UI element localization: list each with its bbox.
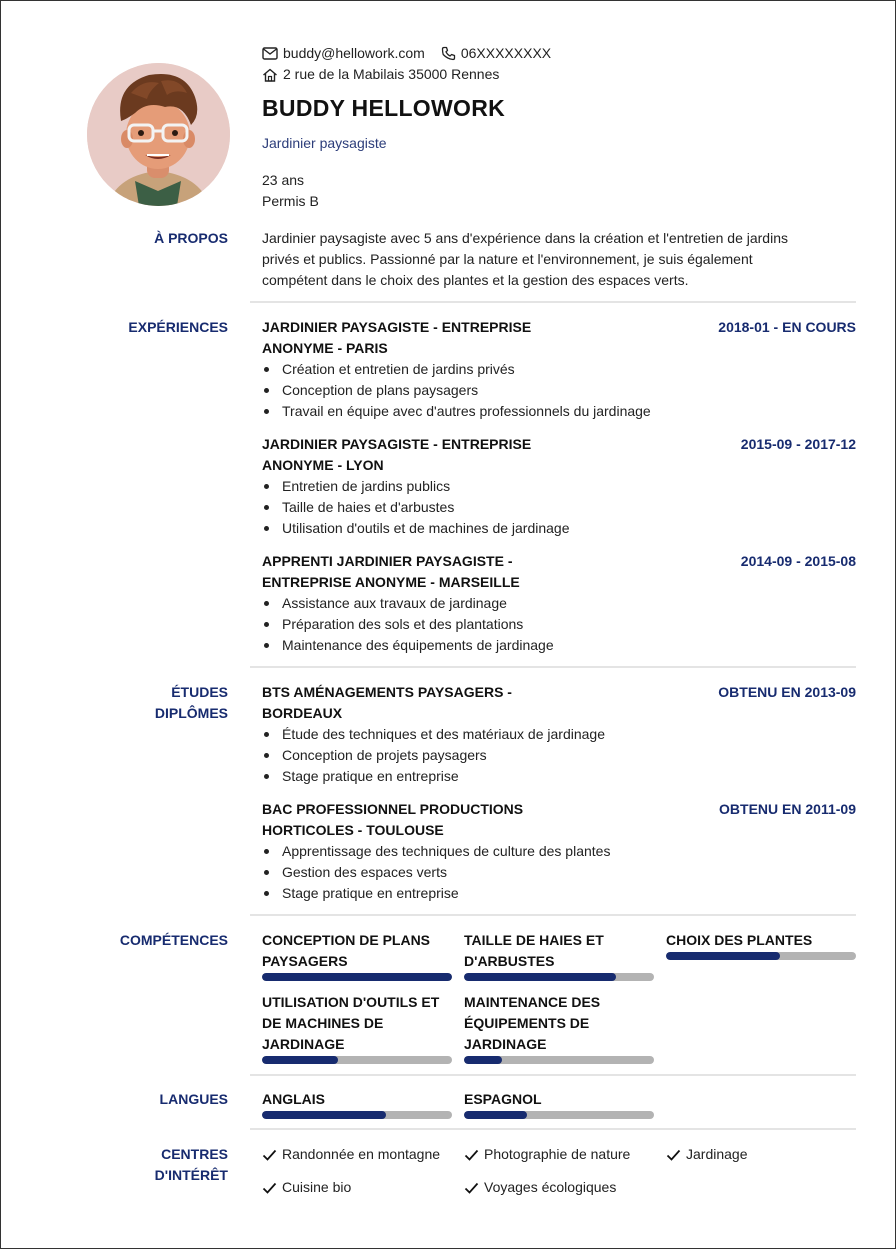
section-label-line: D'INTÉRÊT	[154, 1167, 228, 1183]
entry-title-line: HORTICOLES - TOULOUSE	[262, 822, 444, 838]
skill-item	[262, 992, 452, 1064]
interest-item	[464, 1144, 630, 1165]
entry-title-line: ANONYME - LYON	[262, 457, 384, 473]
bullet-item: Préparation des sols et des plantations	[262, 614, 856, 635]
entry-title-line: APPRENTI JARDINIER PAYSAGISTE -	[262, 553, 513, 569]
contact-row-2	[262, 64, 515, 85]
entry-bullets	[262, 476, 856, 539]
skill-level-fill	[262, 973, 452, 981]
skill-level-bar	[262, 1056, 452, 1064]
bullet-item: Stage pratique en entreprise	[262, 766, 856, 787]
skill-name-line: JARDINAGE	[464, 1036, 547, 1052]
skill-level-fill	[666, 952, 780, 960]
section-label-interests	[155, 1144, 228, 1186]
avatar-illustration	[87, 63, 230, 206]
skill-level-fill	[262, 1056, 338, 1064]
email-text[interactable]: buddy@hellowork.com	[283, 45, 425, 61]
experience-entry	[262, 434, 856, 539]
interest-item	[262, 1177, 351, 1198]
section-divider	[250, 666, 856, 668]
bullet-item: Maintenance des équipements de jardinage	[262, 635, 856, 656]
check-icon	[262, 1182, 277, 1194]
about-text	[262, 228, 842, 291]
section-label-skills: COMPÉTENCES	[119, 932, 228, 948]
skill-level-fill	[464, 973, 616, 981]
skill-name-line: CHOIX DES PLANTES	[666, 932, 813, 948]
bullet-item: Gestion des espaces verts	[262, 862, 856, 883]
bullet-item: Conception de plans paysagers	[262, 380, 856, 401]
skill-level-bar	[464, 973, 654, 981]
check-icon	[262, 1149, 277, 1161]
entry-title	[262, 682, 562, 724]
bullet-item: Stage pratique en entreprise	[262, 883, 856, 904]
bullet-item: Taille de haies et d'arbustes	[262, 497, 856, 518]
language-level-fill	[262, 1111, 386, 1119]
home-icon	[262, 68, 278, 82]
skill-name-line: PAYSAGERS	[262, 953, 348, 969]
section-label-line: DIPLÔMES	[154, 705, 228, 721]
skill-level-bar	[464, 1056, 654, 1064]
address-item	[262, 64, 499, 85]
entry-bullets	[262, 841, 856, 904]
section-label-about: À PROPOS	[154, 230, 228, 246]
envelope-icon	[262, 47, 278, 60]
entry-bullets	[262, 724, 856, 787]
entry-title	[262, 551, 562, 593]
check-icon	[464, 1149, 479, 1161]
avatar	[87, 63, 230, 206]
entry-title-line: BTS AMÉNAGEMENTS PAYSAGERS -	[262, 684, 512, 700]
about-line: privés et publics. Passionné par la nature et l'environnement, je suis également	[262, 251, 753, 267]
skill-name	[262, 992, 452, 1055]
language-name: ESPAGNOL	[464, 1091, 542, 1107]
skill-item	[666, 930, 856, 960]
language-level-bar	[262, 1111, 452, 1119]
entry-bullets	[262, 593, 856, 656]
skill-item	[464, 930, 654, 981]
interest-label: Photographie de nature	[484, 1146, 631, 1162]
skill-item	[464, 992, 654, 1064]
interest-label: Voyages écologiques	[484, 1179, 617, 1195]
skill-name	[464, 930, 654, 972]
interest-item	[666, 1144, 748, 1165]
education-entry	[262, 682, 856, 787]
language-item	[464, 1089, 654, 1119]
job-title: Jardinier paysagiste	[262, 135, 387, 151]
skill-name-line: JARDINAGE	[262, 1036, 345, 1052]
entry-date: OBTENU EN 2011-09	[719, 801, 856, 817]
interest-item	[262, 1144, 440, 1165]
section-label-experiences: EXPÉRIENCES	[128, 319, 228, 335]
entry-title	[262, 799, 562, 841]
experience-entry	[262, 317, 856, 422]
interest-item	[464, 1177, 616, 1198]
interest-label: Randonnée en montagne	[282, 1146, 441, 1162]
skill-name-line: MAINTENANCE DES	[464, 994, 601, 1010]
language-level-bar	[464, 1111, 654, 1119]
entry-date: OBTENU EN 2013-09	[718, 684, 856, 700]
driving-license: Permis B	[262, 193, 319, 209]
entry-date: 2014-09 - 2015-08	[740, 553, 856, 569]
language-item	[262, 1089, 452, 1119]
address-text: 2 rue de la Mabilais 35000 Rennes	[283, 66, 500, 82]
bullet-item: Assistance aux travaux de jardinage	[262, 593, 856, 614]
section-divider	[250, 1074, 856, 1076]
entry-title-line: BAC PROFESSIONNEL PRODUCTIONS	[262, 801, 524, 817]
entry-date: 2018-01 - EN COURS	[718, 319, 856, 335]
skill-name-line: TAILLE DE HAIES ET	[464, 932, 604, 948]
bullet-item: Apprentissage des techniques de culture des plantes	[262, 841, 856, 862]
age: 23 ans	[262, 172, 305, 188]
entry-bullets	[262, 359, 856, 422]
phone-text[interactable]: 06XXXXXXXX	[460, 45, 552, 61]
skill-level-bar	[262, 973, 452, 981]
skill-name	[666, 930, 856, 951]
check-icon	[464, 1182, 479, 1194]
candidate-name: BUDDY HELLOWORK	[262, 95, 506, 121]
section-label-education	[155, 682, 228, 724]
about-line: Jardinier paysagiste avec 5 ans d'expérience dans la création et l'entretien de jardins	[262, 230, 788, 246]
phone-item[interactable]	[441, 43, 551, 64]
skill-name-line: CONCEPTION DE PLANS	[262, 932, 431, 948]
skill-name-line: D'ARBUSTES	[464, 953, 555, 969]
entry-title-line: JARDINIER PAYSAGISTE - ENTREPRISE	[262, 319, 532, 335]
interest-label: Cuisine bio	[282, 1179, 352, 1195]
education-entry	[262, 799, 856, 904]
entry-title	[262, 317, 562, 359]
check-icon	[666, 1149, 681, 1161]
experience-entry	[262, 551, 856, 656]
skill-name	[262, 930, 452, 972]
section-divider	[250, 1128, 856, 1130]
email-item[interactable]	[262, 43, 425, 64]
entry-date: 2015-09 - 2017-12	[740, 436, 856, 452]
bullet-item: Utilisation d'outils et de machines de jardinage	[262, 518, 856, 539]
bullet-item: Entretien de jardins publics	[262, 476, 856, 497]
language-level-fill	[464, 1111, 527, 1119]
section-label-line: CENTRES	[161, 1146, 228, 1162]
skill-name-line: DE MACHINES DE	[262, 1015, 384, 1031]
entry-title-line: JARDINIER PAYSAGISTE - ENTREPRISE	[262, 436, 532, 452]
entry-title-line: ANONYME - PARIS	[262, 340, 388, 356]
interest-label: Jardinage	[686, 1146, 748, 1162]
bullet-item: Conception de projets paysagers	[262, 745, 856, 766]
skill-name-line: ÉQUIPEMENTS DE	[464, 1015, 590, 1031]
phone-icon	[441, 46, 456, 61]
skill-name	[464, 992, 654, 1055]
language-name: ANGLAIS	[262, 1091, 325, 1107]
skill-name-line: UTILISATION D'OUTILS ET	[262, 994, 440, 1010]
entry-title-line: ENTREPRISE ANONYME - MARSEILLE	[262, 574, 520, 590]
section-divider	[250, 301, 856, 303]
contact-row-1	[262, 43, 567, 64]
about-line: compétent dans le choix des plantes et la gestion des espaces verts.	[262, 272, 689, 288]
skill-level-fill	[464, 1056, 502, 1064]
entry-title	[262, 434, 562, 476]
skill-item	[262, 930, 452, 981]
entry-title-line: BORDEAUX	[262, 705, 343, 721]
bullet-item: Création et entretien de jardins privés	[262, 359, 856, 380]
bullet-item: Étude des techniques et des matériaux de jardinage	[262, 724, 856, 745]
bullet-item: Travail en équipe avec d'autres professionnels du jardinage	[262, 401, 856, 422]
section-label-line: ÉTUDES	[171, 684, 228, 700]
skill-level-bar	[666, 952, 856, 960]
section-label-languages: LANGUES	[159, 1091, 228, 1107]
section-divider	[250, 914, 856, 916]
